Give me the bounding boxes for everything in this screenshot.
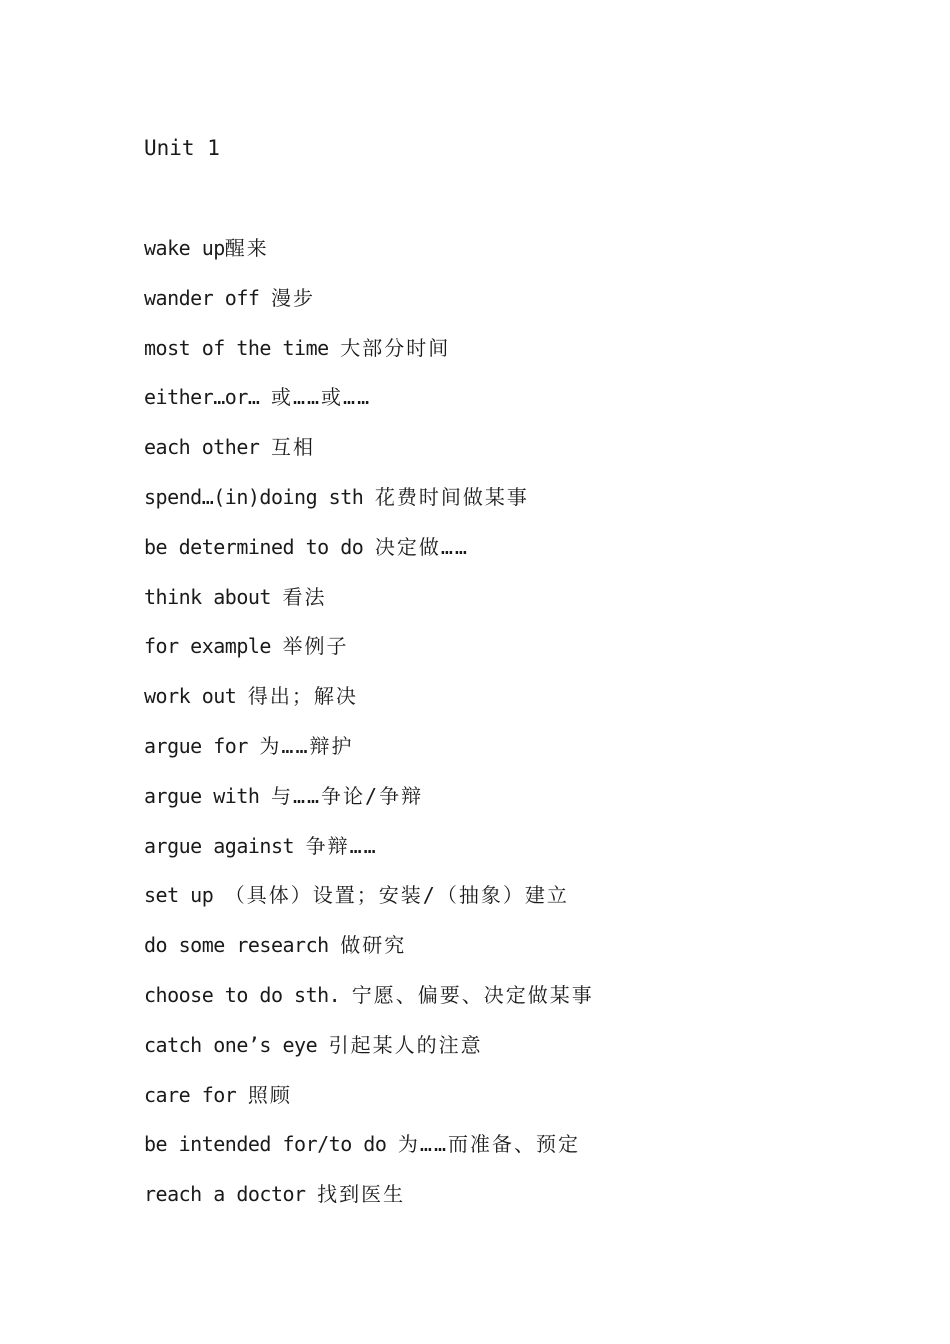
vocabulary-entry [144, 284, 594, 334]
entry-chinese: 照顾 [247, 1082, 292, 1107]
vocabulary-entry [144, 782, 594, 832]
entry-chinese: 漫步 [270, 285, 315, 310]
entry-english: set up [144, 883, 225, 908]
vocabulary-entry [144, 234, 594, 284]
vocabulary-entry [144, 334, 594, 384]
entry-chinese: 举例子 [282, 634, 349, 659]
vocabulary-entry [144, 931, 594, 981]
entry-chinese: 做研究 [340, 933, 407, 958]
entry-english: either…or… [144, 385, 271, 410]
entry-english: argue against [144, 833, 306, 858]
vocabulary-entry [144, 1130, 594, 1180]
entry-chinese: 醒来 [224, 236, 269, 260]
vocabulary-entry [144, 981, 594, 1031]
entry-chinese: （具体）设置；安装/（抽象）建立 [224, 883, 569, 908]
entry-chinese: 为……而准备、预定 [397, 1132, 580, 1157]
vocabulary-list [144, 234, 594, 1230]
entry-english: catch one’s eye [144, 1032, 329, 1057]
entry-english: reach a doctor [144, 1182, 318, 1207]
entry-english: spend…(in)doing sth [144, 484, 375, 509]
entry-english: think about [144, 584, 283, 609]
vocabulary-entry [144, 483, 594, 533]
entry-english: do some research [144, 933, 341, 958]
entry-chinese: 决定做…… [374, 534, 469, 559]
vocabulary-entry [144, 732, 594, 782]
entry-chinese: 争辩…… [305, 833, 378, 858]
entry-english: each other [144, 435, 271, 460]
entry-chinese: 找到医生 [317, 1182, 406, 1207]
vocabulary-entry [144, 1081, 594, 1131]
entry-chinese: 为……辩护 [259, 733, 354, 758]
entry-english: work out [144, 684, 248, 709]
entry-chinese: 引起某人的注意 [328, 1032, 483, 1057]
vocabulary-entry [144, 433, 594, 483]
entry-english: most of the time [144, 335, 341, 360]
entry-english: argue with [144, 783, 271, 808]
unit-title: Unit 1 [144, 136, 220, 160]
entry-chinese: 看法 [282, 584, 327, 609]
vocabulary-entry [144, 533, 594, 583]
vocabulary-entry [144, 583, 594, 633]
entry-chinese: 得出；解决 [247, 684, 358, 709]
entry-english: argue for [144, 733, 260, 758]
entry-chinese: 花费时间做某事 [374, 484, 529, 509]
entry-chinese: 或……或…… [270, 385, 372, 410]
entry-chinese: 宁愿、偏要、决定做某事 [351, 982, 594, 1007]
entry-english: choose to do sth. [144, 982, 352, 1007]
entry-english: care for [144, 1082, 248, 1107]
entry-english: be determined to do [144, 534, 375, 559]
vocabulary-entry [144, 632, 594, 682]
entry-english: wander off [144, 285, 271, 310]
entry-chinese: 与……争论/争辩 [270, 783, 424, 808]
vocabulary-entry [144, 832, 594, 882]
entry-chinese: 互相 [270, 435, 315, 460]
entry-chinese: 大部分时间 [340, 335, 451, 360]
entry-english: be intended for/to do [144, 1132, 398, 1157]
vocabulary-entry [144, 881, 594, 931]
vocabulary-entry [144, 1031, 594, 1081]
entry-english: for example [144, 634, 283, 659]
entry-english: wake up [144, 236, 225, 260]
vocabulary-entry [144, 682, 594, 732]
vocabulary-entry [144, 383, 594, 433]
vocabulary-entry [144, 1180, 594, 1230]
